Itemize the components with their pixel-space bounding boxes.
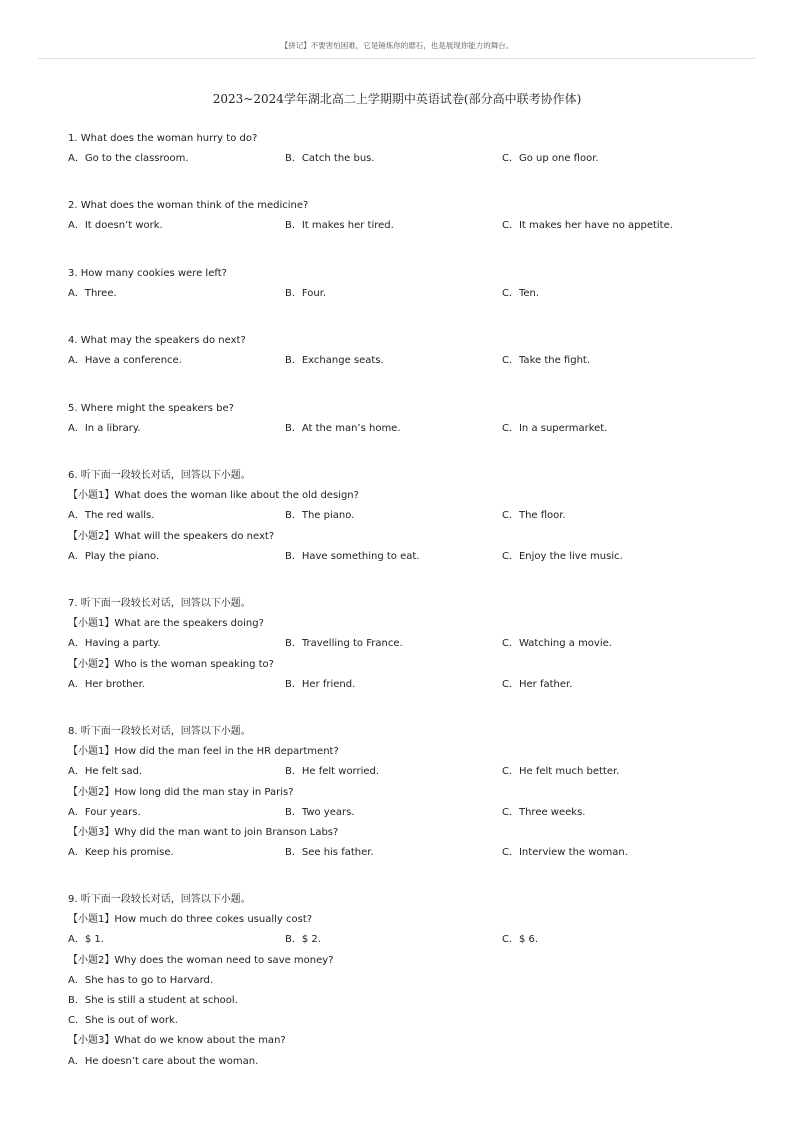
question-8 [68,722,748,863]
options-row [68,284,748,304]
option-c: C．Enjoy the live music. [502,550,623,562]
option-a: A．Have a conference. [68,355,182,367]
option-a: A．In a library. [68,423,141,435]
sub-question-stem: 【小题2】Why does the woman need to save money? [68,954,334,966]
header-motto: 【拼记】不要害怕困难，它是锤炼你的磨石，也是展现你能力的舞台。 [280,41,514,50]
option-b: B．See his father. [285,847,374,859]
question-intro: 6. 听下面一段较长对话，回答以下小题。 [68,470,251,481]
question-intro: 7. 听下面一段较长对话，回答以下小题。 [68,598,251,609]
question-5 [68,399,748,439]
sub-question-stem: 【小题2】What will the speakers do next? [68,530,275,542]
option-b: B．It makes her tired. [285,220,394,232]
option-a: A．$ 1. [68,934,104,946]
options-row [68,547,748,567]
question-stem: 5. Where might the speakers be? [68,403,234,414]
option-a: A．Go to the classroom. [68,153,189,165]
option-b: B．Two years. [285,806,355,818]
option-a: A．Three. [68,288,117,300]
option-b: B．The piano. [285,510,355,522]
option-c: C．The floor. [502,510,566,522]
question-7 [68,594,748,695]
question-9 [68,890,748,1072]
options-row [68,506,748,526]
option-b: B．Travelling to France. [285,638,403,650]
options-row [68,419,748,439]
option-c: C．$ 6. [502,934,539,946]
option-c: C．Her father. [502,678,573,690]
question-3 [68,264,748,304]
option-c: C．Take the fight. [502,355,591,367]
options-row [68,675,748,695]
option-b: B．Catch the bus. [285,153,375,165]
option-c: C．Go up one floor. [502,153,599,165]
sub-question-stem: 【小题3】What do we know about the man? [68,1035,286,1047]
option-a: A．He doesn’t care about the woman. [68,1055,259,1067]
question-2 [68,196,748,236]
options-row [68,762,748,782]
option-b: B．Exchange seats. [285,355,384,367]
option-c: C．Three weeks. [502,806,586,818]
sub-question-stem: 【小题1】How did the man feel in the HR department? [68,746,339,758]
option-c: C．Watching a movie. [502,638,612,650]
sub-question-stem: 【小题1】What are the speakers doing? [68,618,264,630]
options-row [68,634,748,654]
options-row [68,216,748,236]
question-intro: 8. 听下面一段较长对话，回答以下小题。 [68,726,251,737]
options-row [68,803,748,823]
option-a: A．Keep his promise. [68,847,174,859]
question-4 [68,331,748,371]
option-a: A．It doesn’t work. [68,220,163,232]
option-c: C．It makes her have no appetite. [502,220,673,232]
options-row [68,843,748,863]
sub-question-stem: 【小题2】Who is the woman speaking to? [68,658,274,670]
option-a: A．The red walls. [68,510,155,522]
options-row [68,351,748,371]
question-6 [68,466,748,567]
option-b: B．$ 2. [285,934,321,946]
sub-question-stem: 【小题2】How long did the man stay in Paris? [68,786,294,798]
question-stem: 1. What does the woman hurry to do? [68,133,258,144]
header-divider [38,58,756,59]
question-stem: 3. How many cookies were left? [68,268,227,279]
option-c: C．Ten. [502,288,540,300]
option-b: B．He felt worried. [285,766,380,778]
options-row [68,930,748,950]
options-row [68,149,748,169]
page-title: 2023~2024学年湖北高二上学期期中英语试卷(部分高中联考协作体) [212,92,582,106]
option-b: B．Have something to eat. [285,550,420,562]
option-c: C．Interview the woman. [502,847,628,859]
sub-question-stem: 【小题3】Why did the man want to join Branson Labs? [68,826,339,838]
option-b: B．She is still a student at school. [68,994,238,1006]
sub-question-stem: 【小题1】How much do three cokes usually cost? [68,914,313,926]
question-1 [68,129,748,169]
question-stem: 4. What may the speakers do next? [68,335,246,346]
question-stem: 2. What does the woman think of the medicine? [68,200,309,211]
option-a: A．Having a party. [68,638,161,650]
option-a: A．Her brother. [68,678,145,690]
option-b: B．At the man’s home. [285,423,401,435]
option-c: C．She is out of work. [68,1015,178,1027]
option-b: B．Four. [285,288,327,300]
option-a: A．She has to go to Harvard. [68,974,214,986]
option-c: C．He felt much better. [502,766,620,778]
option-b: B．Her friend. [285,678,356,690]
option-a: A．He felt sad. [68,766,143,778]
option-a: A．Four years. [68,806,141,818]
sub-question-stem: 【小题1】What does the woman like about the old design? [68,490,359,502]
option-a: A．Play the piano. [68,550,160,562]
question-intro: 9. 听下面一段较长对话，回答以下小题。 [68,894,251,905]
option-c: C．In a supermarket. [502,423,608,435]
